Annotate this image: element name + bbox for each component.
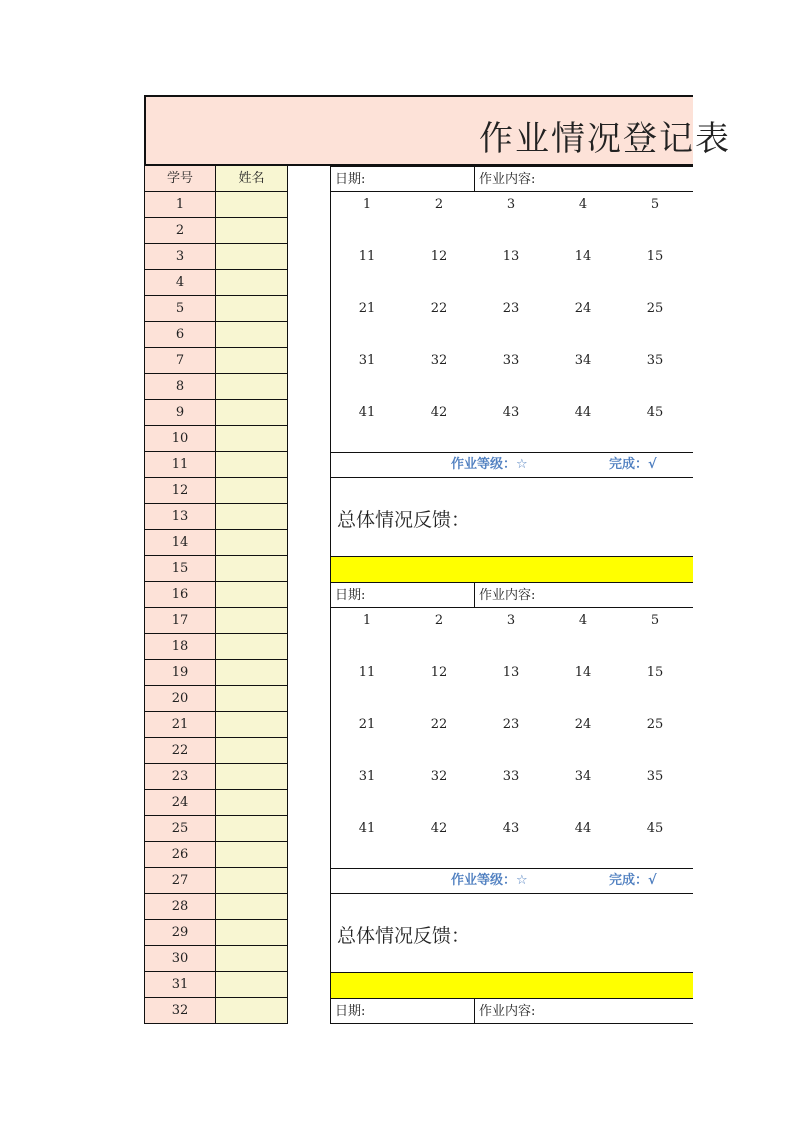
number-cell: 24: [574, 717, 592, 732]
page-title: 作业情况登记表: [479, 119, 731, 159]
roster-row: [144, 946, 288, 972]
roster-row: [144, 374, 288, 400]
number-row: [331, 660, 691, 686]
number-cell: 3: [506, 613, 516, 628]
student-id-cell: 29: [144, 920, 216, 946]
number-cell: 32: [430, 769, 448, 784]
number-cell: 25: [646, 717, 664, 732]
number-cell: 25: [646, 301, 664, 316]
roster-row: [144, 426, 288, 452]
feedback-label: 总体情况反馈：: [337, 925, 471, 947]
student-name-cell[interactable]: [216, 712, 288, 738]
student-id-cell: 28: [144, 894, 216, 920]
number-cell: 11: [358, 665, 376, 680]
roster-row: [144, 868, 288, 894]
roster-row: [144, 972, 288, 998]
number-cell: 14: [574, 249, 592, 264]
number-cell: 4: [578, 197, 588, 212]
number-cell: 15: [646, 665, 664, 680]
roster-row: [144, 582, 288, 608]
student-id-cell: 25: [144, 816, 216, 842]
student-name-cell[interactable]: [216, 478, 288, 504]
number-cell: 4: [578, 613, 588, 628]
record-header-row: [330, 998, 693, 1024]
roster-row: [144, 218, 288, 244]
number-cell: 31: [358, 353, 376, 368]
done-legend: 完成：√: [609, 457, 657, 472]
student-name-cell[interactable]: [216, 790, 288, 816]
student-name-cell[interactable]: [216, 400, 288, 426]
done-legend: 完成：√: [609, 873, 657, 888]
number-cell: 15: [646, 249, 664, 264]
record-block-3: [330, 998, 693, 1024]
legend-row: [330, 868, 693, 894]
student-name-cell[interactable]: [216, 530, 288, 556]
roster-row: [144, 192, 288, 218]
student-id-cell: 5: [144, 296, 216, 322]
student-id-cell: 18: [144, 634, 216, 660]
student-id-cell: 6: [144, 322, 216, 348]
roster-row: [144, 504, 288, 530]
number-cell: 34: [574, 353, 592, 368]
student-id-cell: 9: [144, 400, 216, 426]
content-label: 作业内容:: [479, 588, 536, 603]
number-cell: 21: [358, 301, 376, 316]
student-name-cell[interactable]: [216, 270, 288, 296]
number-cell: 1: [362, 197, 372, 212]
feedback-area: [330, 478, 693, 556]
student-id-cell: 17: [144, 608, 216, 634]
student-id-cell: 15: [144, 556, 216, 582]
roster-row: [144, 478, 288, 504]
content-label: 作业内容:: [479, 1004, 536, 1019]
student-id-cell: 26: [144, 842, 216, 868]
student-id-cell: 27: [144, 868, 216, 894]
student-id-cell: 13: [144, 504, 216, 530]
student-name-cell[interactable]: [216, 660, 288, 686]
number-cell: 13: [502, 249, 520, 264]
number-cell: 11: [358, 249, 376, 264]
student-name-cell[interactable]: [216, 868, 288, 894]
student-name-cell[interactable]: [216, 842, 288, 868]
number-cell: 22: [430, 717, 448, 732]
number-cell: 44: [574, 821, 592, 836]
number-row: [331, 296, 691, 322]
roster-row: [144, 764, 288, 790]
student-name-cell[interactable]: [216, 244, 288, 270]
roster-row: [144, 244, 288, 270]
number-cell: 45: [646, 821, 664, 836]
student-name-cell[interactable]: [216, 816, 288, 842]
student-name-cell[interactable]: [216, 374, 288, 400]
date-label: 日期:: [331, 999, 475, 1023]
student-id-cell: 21: [144, 712, 216, 738]
number-cell: 43: [502, 821, 520, 836]
number-cell: 22: [430, 301, 448, 316]
student-name-cell[interactable]: [216, 582, 288, 608]
student-id-cell: 10: [144, 426, 216, 452]
col-header-name: 姓名: [216, 166, 288, 192]
feedback-label: 总体情况反馈：: [337, 509, 471, 531]
student-id-cell: 2: [144, 218, 216, 244]
student-name-cell[interactable]: [216, 998, 288, 1024]
student-name-cell[interactable]: [216, 738, 288, 764]
student-id-cell: 8: [144, 374, 216, 400]
number-row: [331, 348, 691, 374]
roster-row: [144, 322, 288, 348]
number-row: [331, 608, 691, 634]
student-name-cell[interactable]: [216, 894, 288, 920]
number-grid: [330, 192, 693, 452]
number-grid: [330, 608, 693, 868]
student-id-cell: 3: [144, 244, 216, 270]
date-label: 日期:: [331, 167, 475, 191]
col-header-id: 学号: [144, 166, 216, 192]
number-cell: 14: [574, 665, 592, 680]
number-cell: 5: [650, 197, 660, 212]
number-row: [331, 712, 691, 738]
roster-row: [144, 816, 288, 842]
highlight-band: [330, 556, 693, 582]
number-cell: 2: [434, 613, 444, 628]
student-name-cell[interactable]: [216, 452, 288, 478]
number-cell: 31: [358, 769, 376, 784]
student-name-cell[interactable]: [216, 972, 288, 998]
student-id-cell: 1: [144, 192, 216, 218]
roster-table: [144, 166, 288, 1024]
roster-row: [144, 296, 288, 322]
number-cell: 33: [502, 353, 520, 368]
roster-row: [144, 400, 288, 426]
number-cell: 23: [502, 301, 520, 316]
student-name-cell[interactable]: [216, 296, 288, 322]
highlight-band: [330, 972, 693, 998]
number-row: [331, 192, 691, 218]
number-cell: 35: [646, 769, 664, 784]
roster-row: [144, 920, 288, 946]
roster-row: [144, 270, 288, 296]
number-cell: 5: [650, 613, 660, 628]
student-name-cell[interactable]: [216, 946, 288, 972]
number-cell: 12: [430, 249, 448, 264]
student-id-cell: 30: [144, 946, 216, 972]
content-label: 作业内容:: [479, 172, 536, 187]
number-cell: 44: [574, 405, 592, 420]
legend-row: [330, 452, 693, 478]
feedback-area: [330, 894, 693, 972]
roster-row: [144, 842, 288, 868]
number-cell: 24: [574, 301, 592, 316]
student-id-cell: 19: [144, 660, 216, 686]
roster-row: [144, 452, 288, 478]
student-id-cell: 16: [144, 582, 216, 608]
number-row: [331, 400, 691, 426]
number-cell: 43: [502, 405, 520, 420]
number-cell: 41: [358, 821, 376, 836]
roster-row: [144, 634, 288, 660]
record-block-1: [330, 166, 693, 582]
student-id-cell: 22: [144, 738, 216, 764]
student-id-cell: 11: [144, 452, 216, 478]
student-id-cell: 32: [144, 998, 216, 1024]
roster-header-row: [144, 166, 288, 192]
student-name-cell[interactable]: [216, 556, 288, 582]
number-cell: 12: [430, 665, 448, 680]
roster-row: [144, 530, 288, 556]
roster-row: [144, 712, 288, 738]
student-id-cell: 14: [144, 530, 216, 556]
roster-row: [144, 348, 288, 374]
student-name-cell[interactable]: [216, 322, 288, 348]
student-id-cell: 7: [144, 348, 216, 374]
roster-row: [144, 998, 288, 1024]
student-name-cell[interactable]: [216, 608, 288, 634]
grade-legend: 作业等级：☆: [451, 457, 528, 472]
number-cell: 33: [502, 769, 520, 784]
roster-row: [144, 556, 288, 582]
record-header-row: [330, 166, 693, 192]
number-cell: 1: [362, 613, 372, 628]
number-cell: 41: [358, 405, 376, 420]
student-name-cell[interactable]: [216, 192, 288, 218]
number-cell: 2: [434, 197, 444, 212]
date-label: 日期:: [331, 583, 475, 607]
number-cell: 35: [646, 353, 664, 368]
number-cell: 34: [574, 769, 592, 784]
student-id-cell: 31: [144, 972, 216, 998]
number-cell: 23: [502, 717, 520, 732]
number-cell: 42: [430, 821, 448, 836]
number-row: [331, 816, 691, 842]
number-row: [331, 244, 691, 270]
grade-legend: 作业等级：☆: [451, 873, 528, 888]
number-cell: 45: [646, 405, 664, 420]
student-id-cell: 24: [144, 790, 216, 816]
number-cell: 3: [506, 197, 516, 212]
student-name-cell[interactable]: [216, 348, 288, 374]
number-cell: 21: [358, 717, 376, 732]
student-name-cell[interactable]: [216, 218, 288, 244]
student-name-cell[interactable]: [216, 920, 288, 946]
record-header-row: [330, 582, 693, 608]
roster-row: [144, 608, 288, 634]
student-name-cell[interactable]: [216, 426, 288, 452]
student-id-cell: 12: [144, 478, 216, 504]
roster-row: [144, 660, 288, 686]
roster-row: [144, 738, 288, 764]
student-name-cell[interactable]: [216, 634, 288, 660]
student-name-cell[interactable]: [216, 764, 288, 790]
number-cell: 42: [430, 405, 448, 420]
student-id-cell: 23: [144, 764, 216, 790]
student-id-cell: 4: [144, 270, 216, 296]
number-row: [331, 764, 691, 790]
student-name-cell[interactable]: [216, 504, 288, 530]
roster-row: [144, 790, 288, 816]
record-block-2: [330, 582, 693, 998]
number-cell: 32: [430, 353, 448, 368]
roster-row: [144, 686, 288, 712]
title-band: [144, 95, 731, 166]
roster-row: [144, 894, 288, 920]
number-cell: 13: [502, 665, 520, 680]
student-name-cell[interactable]: [216, 686, 288, 712]
student-id-cell: 20: [144, 686, 216, 712]
